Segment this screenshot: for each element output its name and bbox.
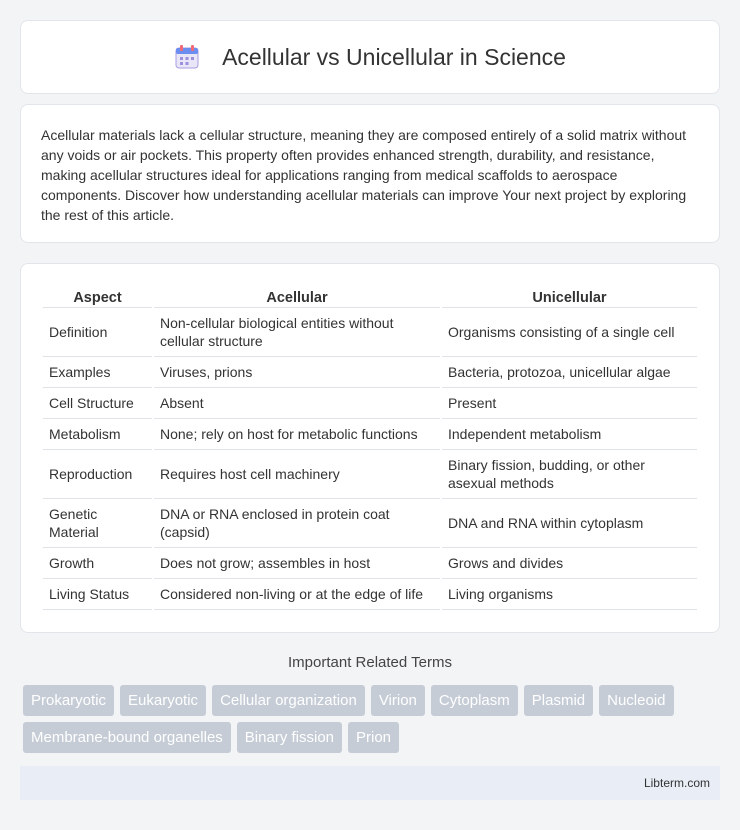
table-row (43, 499, 697, 548)
table-cell: Considered non-living or at the edge of life (154, 579, 440, 610)
table-cell: Grows and divides (442, 548, 697, 579)
table-row (43, 388, 697, 419)
table-cell: Binary fission, budding, or other asexual methods (442, 450, 697, 499)
table-row (43, 579, 697, 610)
term-tag-binary-fission[interactable]: Binary fission (237, 722, 342, 753)
term-tag-nucleoid[interactable]: Nucleoid (599, 685, 673, 716)
term-tag-prion[interactable]: Prion (348, 722, 399, 753)
header-unicellular: Unicellular (442, 284, 697, 308)
table-cell: Requires host cell machinery (154, 450, 440, 499)
table-cell: Examples (43, 357, 152, 388)
page-title: Acellular vs Unicellular in Science (222, 43, 566, 70)
comparison-card (20, 263, 720, 633)
term-tag-prokaryotic[interactable]: Prokaryotic (23, 685, 114, 716)
table-cell: Living organisms (442, 579, 697, 610)
table-cell: DNA and RNA within cytoplasm (442, 499, 697, 548)
footer (20, 766, 720, 800)
term-tag-membrane-bound-organelles[interactable]: Membrane-bound organelles (23, 722, 231, 753)
table-cell: Bacteria, protozoa, unicellular algae (442, 357, 697, 388)
comparison-table (41, 284, 699, 610)
table-row (43, 357, 697, 388)
term-tag-eukaryotic[interactable]: Eukaryotic (120, 685, 206, 716)
footer-site-link[interactable]: Libterm.com (643, 776, 710, 790)
related-terms-list (23, 685, 723, 759)
table-row (43, 548, 697, 579)
term-tag-cellular-organization[interactable]: Cellular organization (212, 685, 365, 716)
table-cell: Living Status (43, 579, 152, 610)
term-tag-virion[interactable]: Virion (371, 685, 425, 716)
table-row (43, 308, 697, 357)
header-aspect: Aspect (43, 284, 152, 308)
table-cell: Present (442, 388, 697, 419)
table-cell: Reproduction (43, 450, 152, 499)
table-row (43, 419, 697, 450)
related-terms-title: Important Related Terms (288, 654, 452, 671)
table-cell: None; rely on host for metabolic functions (154, 419, 440, 450)
table-cell: Viruses, prions (154, 357, 440, 388)
table-cell: Genetic Material (43, 499, 152, 548)
term-tag-plasmid[interactable]: Plasmid (524, 685, 593, 716)
table-header-row (43, 284, 697, 308)
table-cell: Independent metabolism (442, 419, 697, 450)
table-row (43, 450, 697, 499)
table-cell: Absent (154, 388, 440, 419)
calendar-icon (174, 44, 200, 70)
header-card (20, 20, 720, 94)
table-cell: Does not grow; assembles in host (154, 548, 440, 579)
header-acellular: Acellular (154, 284, 440, 308)
table-cell: Growth (43, 548, 152, 579)
term-tag-cytoplasm[interactable]: Cytoplasm (431, 685, 518, 716)
table-cell: Definition (43, 308, 152, 357)
table-cell: Cell Structure (43, 388, 152, 419)
intro-text: Acellular materials lack a cellular structure, meaning they are composed entirely of a solid matrix without any voids or air pockets. This property often provides enhanced strength, durability, and resistance, making acellular structures ideal for applications ranging from medical scaffolds to aerospace components. Discover how understanding acellular materials can improve Your next project by exploring the rest of this article. (41, 127, 687, 223)
table-cell: DNA or RNA enclosed in protein coat (capsid) (154, 499, 440, 548)
table-cell: Metabolism (43, 419, 152, 450)
table-cell: Non-cellular biological entities without cellular structure (154, 308, 440, 357)
table-cell: Organisms consisting of a single cell (442, 308, 697, 357)
intro-card (20, 104, 720, 243)
